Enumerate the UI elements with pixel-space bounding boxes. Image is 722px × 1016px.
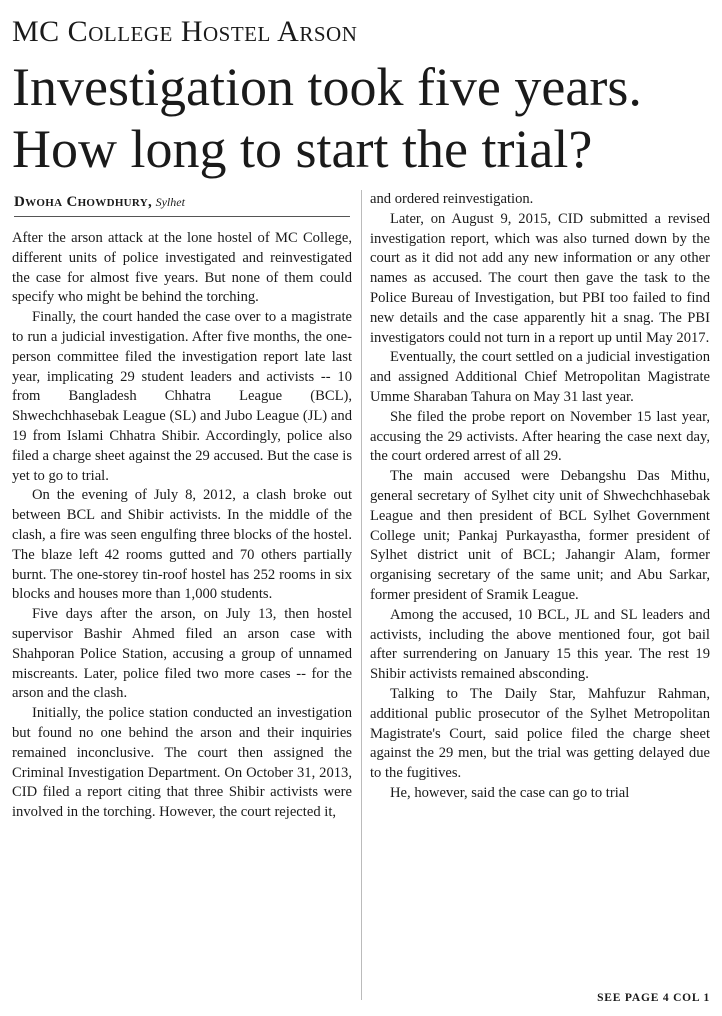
paragraph: She filed the probe report on November 15 last year, accusing the 29 activists. After hearing the case next day, the court ordered arrest of all 29.	[370, 408, 710, 465]
paragraph: Later, on August 9, 2015, CID submitted a revised investigation report, which was also turned down by the court as it did not add any new information or any other names as accused. The court then gave the task to the Police Bureau of Investigation, but PBI too failed to find new details and the case apparently hit a snag. The PBI investigators could not turn in a report up until May 2017.	[370, 210, 710, 346]
column-divider	[361, 190, 362, 1000]
byline-author: Dwoha Chowdhury,	[14, 194, 153, 210]
paragraph: Eventually, the court settled on a judicial investigation and assigned Additional Chief Metropolitan Magistrate Umme Sharaban Tahura on May 31 last year.	[370, 349, 710, 405]
headline-line-1: Investigation took five years.	[12, 57, 642, 117]
paragraph: Talking to The Daily Star, Mahfuzur Rahman, additional public prosecutor of the Sylhet Metropolitan Magistrate's Court, said police filed the charge sheet against the 29 men, but the trial was getting delayed due to the fugitives.	[370, 685, 710, 782]
headline	[12, 56, 642, 180]
paragraph: On the evening of July 8, 2012, a clash broke out between BCL and Shibir activists. In the middle of the clash, a fire was seen engulfing three blocks of the hostel. The blaze left 42 rooms gutted and 70 others partially burnt. The one-storey tin-roof hostel has 252 rooms in six blocks and houses more than 1,000 students.	[12, 487, 352, 603]
paragraph: Finally, the court handed the case over to a magistrate to run a judicial investigation. After five months, the one-person committee filed the investigation report late last year, implicating 29 student leaders and activists -- 10 from Bangladesh Chhatra League (BCL), Shwechchhasebak League (SL) and Jubo League (JL) and 19 from Islami Chhatra Shibir. Accordingly, police also filed a charge sheet against the 29 accused. But the case is yet to go to trial.	[12, 309, 352, 484]
byline	[14, 193, 350, 217]
paragraph: Five days after the arson, on July 13, then hostel supervisor Bashir Ahmed filed an arson case with Shahporan Police Station, accusing a group of unnamed miscreants. Later, police filed two more cases -- for the arson and the clash.	[12, 606, 352, 702]
paragraph: and ordered reinvestigation.	[370, 191, 534, 207]
paragraph: Among the accused, 10 BCL, JL and SL leaders and activists, including the above mentioned four, got bail after surrendering on January 15 this year. The rest 19 Shibir activists remained absconding.	[370, 606, 710, 683]
headline-line-2: How long to start the trial?	[12, 119, 593, 179]
paragraph: Initially, the police station conducted an investigation but found no one behind the arson and their inquiries remained inconclusive. The court then assigned the Criminal Investigation Department. On October 31, 2013, CID filed a report citing that three Shibir activists were involved in the torching. However, the court rejected it,	[12, 705, 352, 821]
article-column-right	[370, 190, 710, 804]
paragraph: The main accused were Debangshu Das Mithu, general secretary of Sylhet city unit of Shwechchhasebak League and then president of BCL Sylhet Government College unit; Pankaj Purkayastha, former president of Sylhet district unit of BCL; Jahangir Alam, former organising secretary of the same unit; and Abu Sarkar, former president of Sramik League.	[370, 468, 710, 603]
paragraph: After the arson attack at the lone hostel of MC College, different units of police investigated and reinvestigated the case for almost five years. But none of them could specify who might be behind the torching.	[12, 230, 352, 306]
jump-line: SEE PAGE 4 COL 1	[597, 992, 710, 1004]
paragraph: He, however, said the case can go to trial	[390, 784, 630, 801]
byline-place: Sylhet	[155, 195, 185, 209]
kicker: MC College Hostel Arson	[12, 15, 358, 48]
article-column-left	[12, 229, 352, 823]
